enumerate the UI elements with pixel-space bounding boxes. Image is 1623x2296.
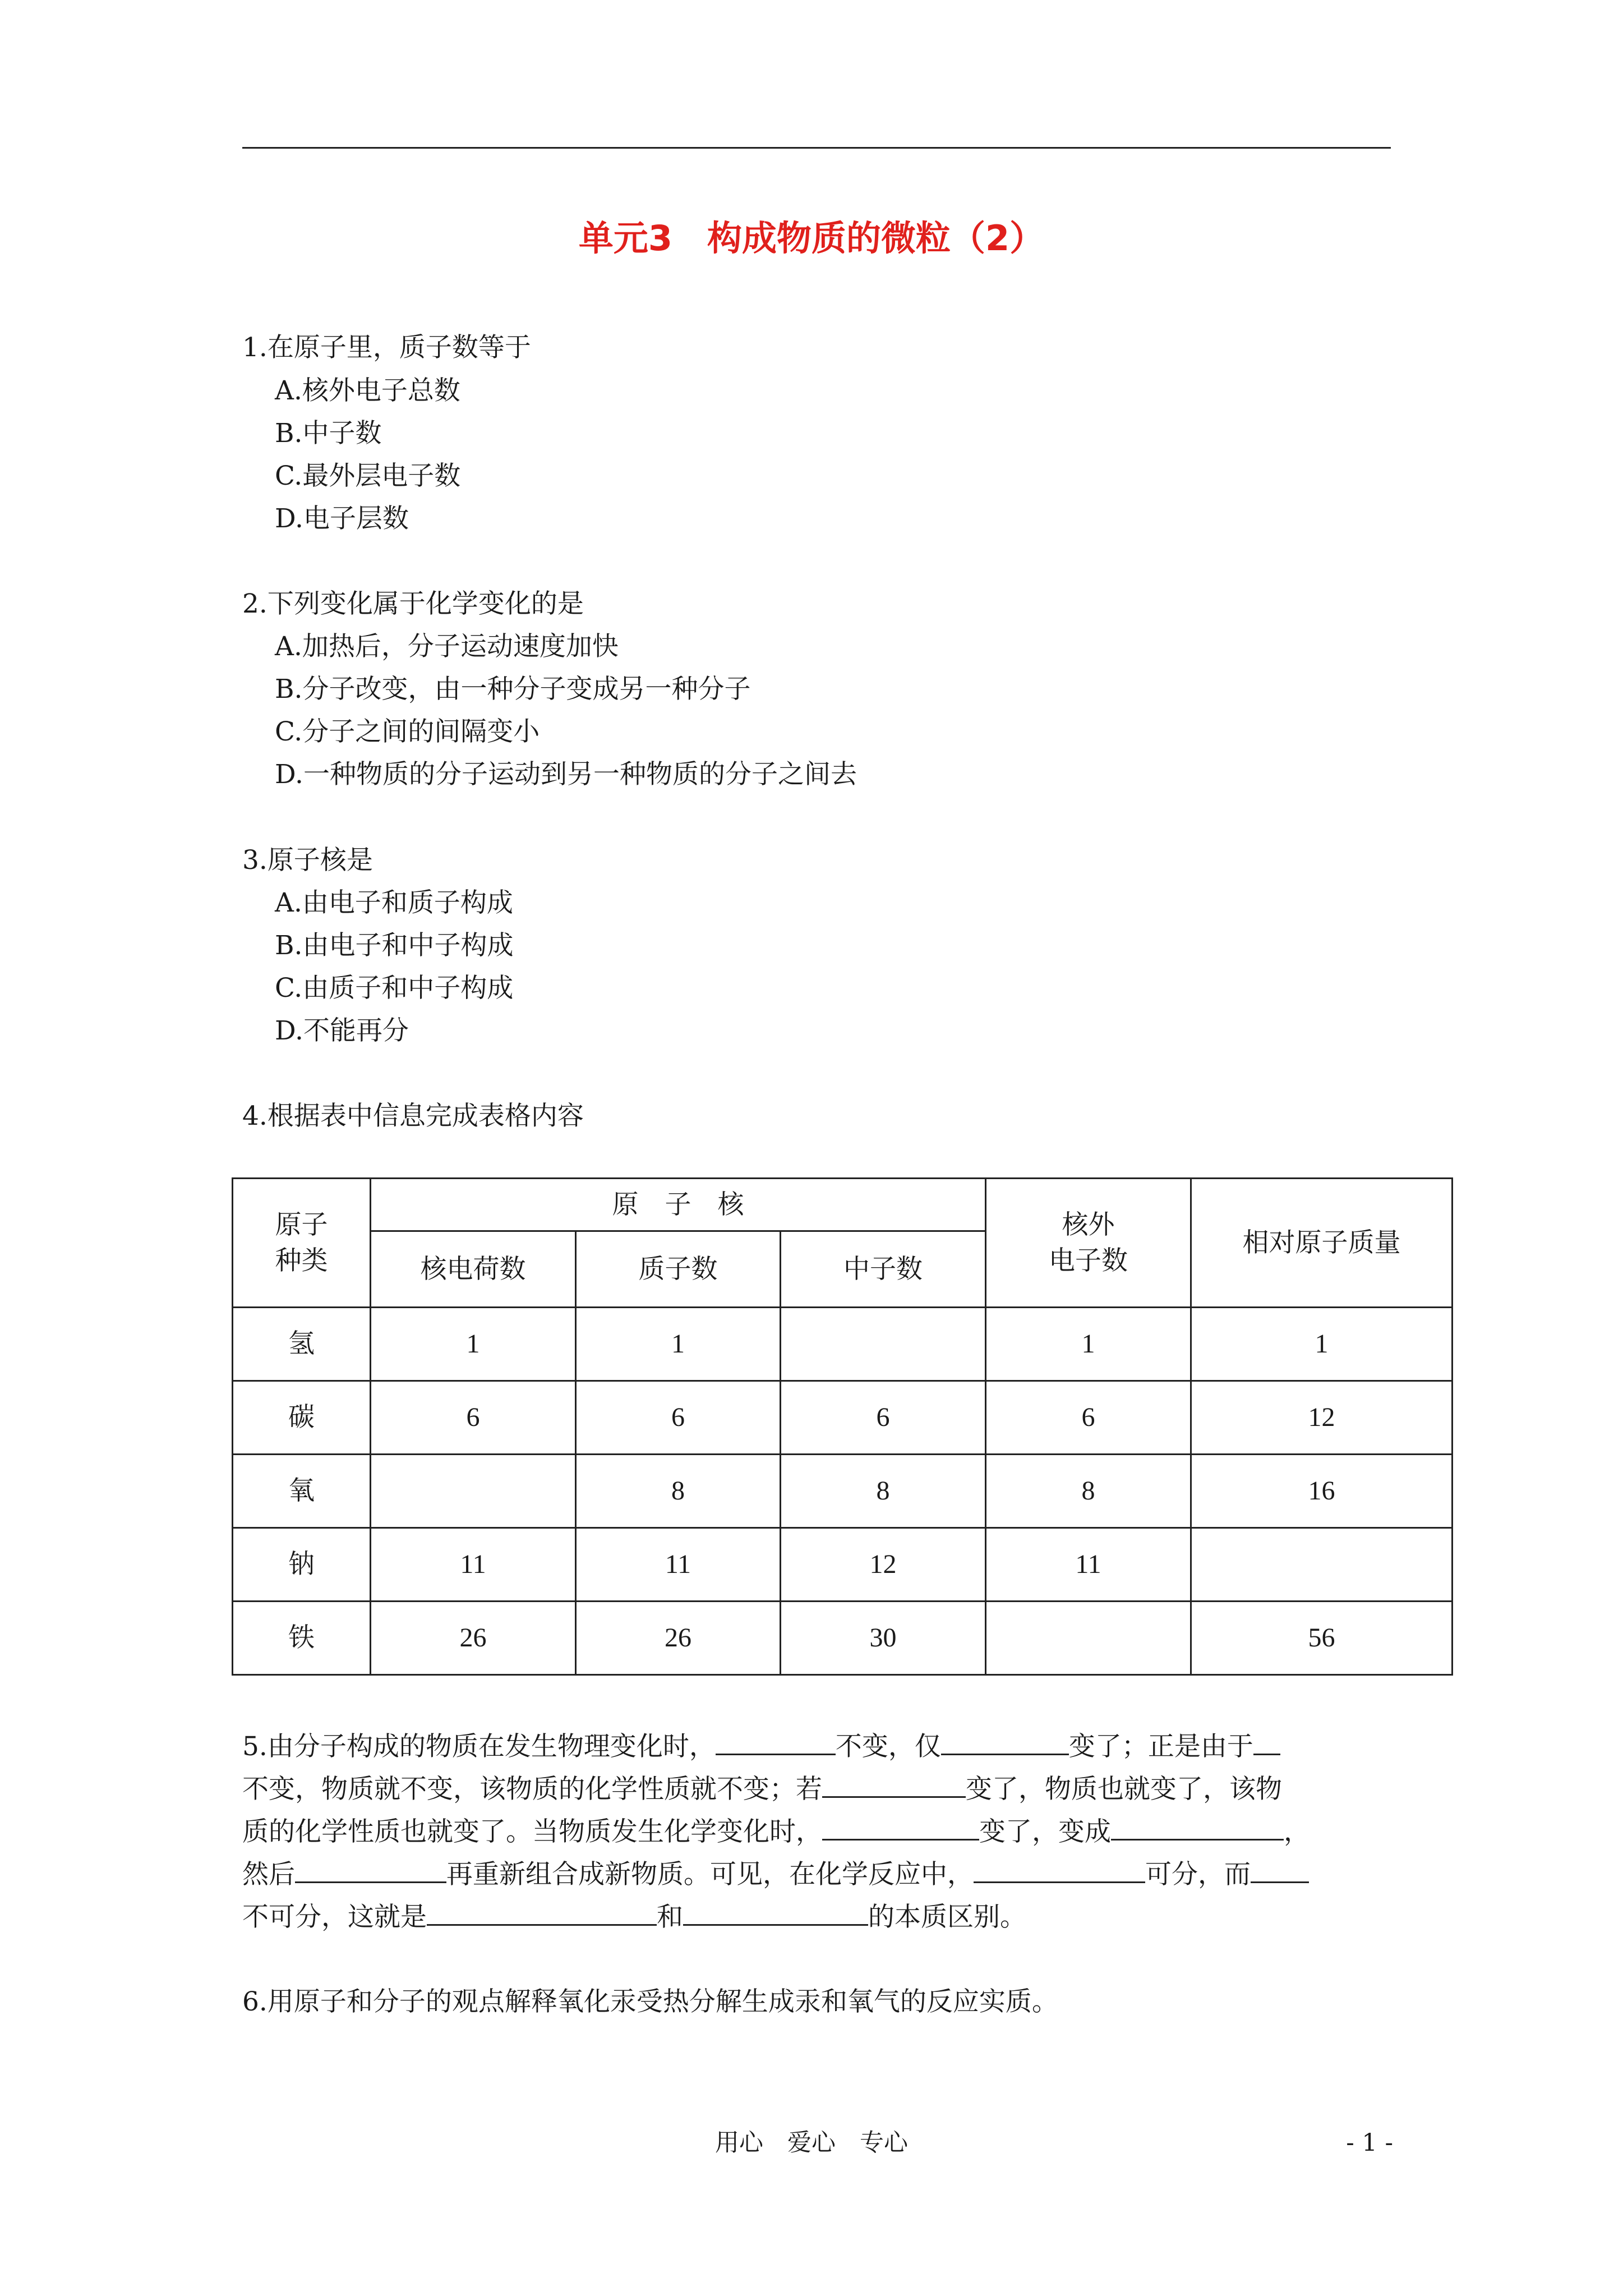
cell-electrons xyxy=(986,1602,1191,1675)
header-nucleus: 原 子 核 xyxy=(371,1179,986,1231)
answer-blank[interactable] xyxy=(941,1728,1069,1755)
cell-protons: 11 xyxy=(576,1528,781,1602)
q1-stem: 1.在原子里，质子数等于 xyxy=(242,332,531,363)
answer-blank[interactable] xyxy=(295,1856,446,1883)
q2-option-d: D.一种物质的分子运动到另一种物质的分子之间去 xyxy=(275,759,857,790)
q3-option-b: B.由电子和中子构成 xyxy=(275,930,514,961)
header-protons: 质子数 xyxy=(576,1231,781,1308)
q3-stem: 3.原子核是 xyxy=(242,845,373,876)
q5-line-2 xyxy=(242,1770,1282,1807)
cell-atom-name: 氢 xyxy=(233,1308,371,1381)
cell-protons: 1 xyxy=(576,1308,781,1381)
q3-option-d: D.不能再分 xyxy=(275,1015,409,1046)
table-row xyxy=(233,1381,1453,1455)
q6-stem: 6.用原子和分子的观点解释氧化汞受热分解生成汞和氧气的反应实质。 xyxy=(242,1986,1058,2017)
cell-neutrons: 30 xyxy=(781,1602,986,1675)
cell-atom-name: 氧 xyxy=(233,1455,371,1528)
table-row xyxy=(233,1602,1453,1675)
cell-protons: 26 xyxy=(576,1602,781,1675)
q1-option-b: B.中子数 xyxy=(275,418,382,449)
cell-neutrons: 8 xyxy=(781,1455,986,1528)
table-row xyxy=(233,1528,1453,1602)
cell-neutrons xyxy=(781,1308,986,1381)
q5-text: ， xyxy=(1284,1816,1310,1847)
header-atom-type: 原子 种类 xyxy=(233,1179,371,1308)
table-row xyxy=(233,1455,1453,1528)
atom-table xyxy=(232,1177,1453,1676)
q5-line-4 xyxy=(242,1856,1309,1893)
cell-atom-name: 铁 xyxy=(233,1602,371,1675)
q5-text: 再重新组合成新物质。可见，在化学反应中， xyxy=(446,1859,974,1890)
answer-blank[interactable] xyxy=(1111,1813,1284,1841)
q2-option-a: A.加热后，分子运动速度加快 xyxy=(275,631,619,662)
q5-text: 不可分，这就是 xyxy=(242,1902,427,1932)
cell-relative-mass: 1 xyxy=(1191,1308,1453,1381)
cell-atom-name: 碳 xyxy=(233,1381,371,1455)
answer-blank[interactable] xyxy=(716,1728,836,1755)
q5-text: 然后 xyxy=(242,1859,295,1890)
cell-protons: 6 xyxy=(576,1381,781,1455)
cell-electrons: 11 xyxy=(986,1528,1191,1602)
cell-electrons: 8 xyxy=(986,1455,1191,1528)
cell-electrons: 6 xyxy=(986,1381,1191,1455)
header-relative-mass: 相对原子质量 xyxy=(1191,1179,1453,1308)
q5-text: 变了；正是由于 xyxy=(1068,1731,1253,1762)
cell-nuclear-charge: 1 xyxy=(371,1308,576,1381)
q5-text: 5.由分子构成的物质在发生物理变化时， xyxy=(242,1731,716,1762)
answer-blank[interactable] xyxy=(974,1856,1145,1883)
cell-relative-mass: 16 xyxy=(1191,1455,1453,1528)
table-row xyxy=(233,1308,1453,1381)
cell-relative-mass: 12 xyxy=(1191,1381,1453,1455)
q1-option-c: C.最外层电子数 xyxy=(275,461,461,491)
cell-nuclear-charge: 6 xyxy=(371,1381,576,1455)
q2-option-b: B.分子改变，由一种分子变成另一种分子 xyxy=(275,674,751,705)
q5-text: 可分，而 xyxy=(1145,1859,1251,1890)
cell-atom-name: 钠 xyxy=(233,1528,371,1602)
answer-blank[interactable] xyxy=(427,1898,657,1926)
q5-text: 不变，物质就不变，该物质的化学性质就不变；若 xyxy=(242,1774,822,1805)
cell-nuclear-charge: 11 xyxy=(371,1528,576,1602)
q5-text: 变了，物质也就变了，该物 xyxy=(966,1774,1282,1805)
header-rule xyxy=(242,147,1391,149)
q5-line-5 xyxy=(242,1898,1026,1935)
answer-blank[interactable] xyxy=(822,1770,966,1798)
cell-relative-mass xyxy=(1191,1528,1453,1602)
q5-text: 和 xyxy=(657,1902,683,1932)
q2-option-c: C.分子之间的间隔变小 xyxy=(275,716,540,747)
q4-stem: 4.根据表中信息完成表格内容 xyxy=(242,1101,584,1131)
header-neutrons: 中子数 xyxy=(781,1231,986,1308)
q5-line-3 xyxy=(242,1813,1310,1850)
cell-electrons: 1 xyxy=(986,1308,1191,1381)
q5-line-1 xyxy=(242,1728,1280,1765)
cell-neutrons: 6 xyxy=(781,1381,986,1455)
cell-protons: 8 xyxy=(576,1455,781,1528)
q5-text: 不变，仅 xyxy=(835,1731,941,1762)
page-title: 单元3 构成物质的微粒（2） xyxy=(578,218,1045,259)
q2-stem: 2.下列变化属于化学变化的是 xyxy=(242,588,584,619)
answer-blank[interactable] xyxy=(822,1813,979,1841)
cell-relative-mass: 56 xyxy=(1191,1602,1453,1675)
q1-option-d: D.电子层数 xyxy=(275,503,409,534)
answer-blank[interactable] xyxy=(683,1898,868,1926)
cell-nuclear-charge: 26 xyxy=(371,1602,576,1675)
header-electrons: 核外 电子数 xyxy=(986,1179,1191,1308)
q5-text: 变了，变成 xyxy=(979,1816,1111,1847)
cell-neutrons: 12 xyxy=(781,1528,986,1602)
q3-option-a: A.由电子和质子构成 xyxy=(275,887,513,918)
q5-text: 的本质区别。 xyxy=(868,1902,1026,1932)
q3-option-c: C.由质子和中子构成 xyxy=(275,973,514,1004)
q5-text: 质的化学性质也就变了。当物质发生化学变化时， xyxy=(242,1816,822,1847)
page-number: - 1 - xyxy=(1346,2129,1393,2157)
cell-nuclear-charge xyxy=(371,1455,576,1528)
q1-option-a: A.核外电子总数 xyxy=(275,375,460,406)
footer-motto: 用心 爱心 专心 xyxy=(715,2129,908,2157)
header-nuclear-charge: 核电荷数 xyxy=(371,1231,576,1308)
answer-blank[interactable] xyxy=(1251,1856,1309,1883)
answer-blank[interactable] xyxy=(1253,1728,1280,1755)
